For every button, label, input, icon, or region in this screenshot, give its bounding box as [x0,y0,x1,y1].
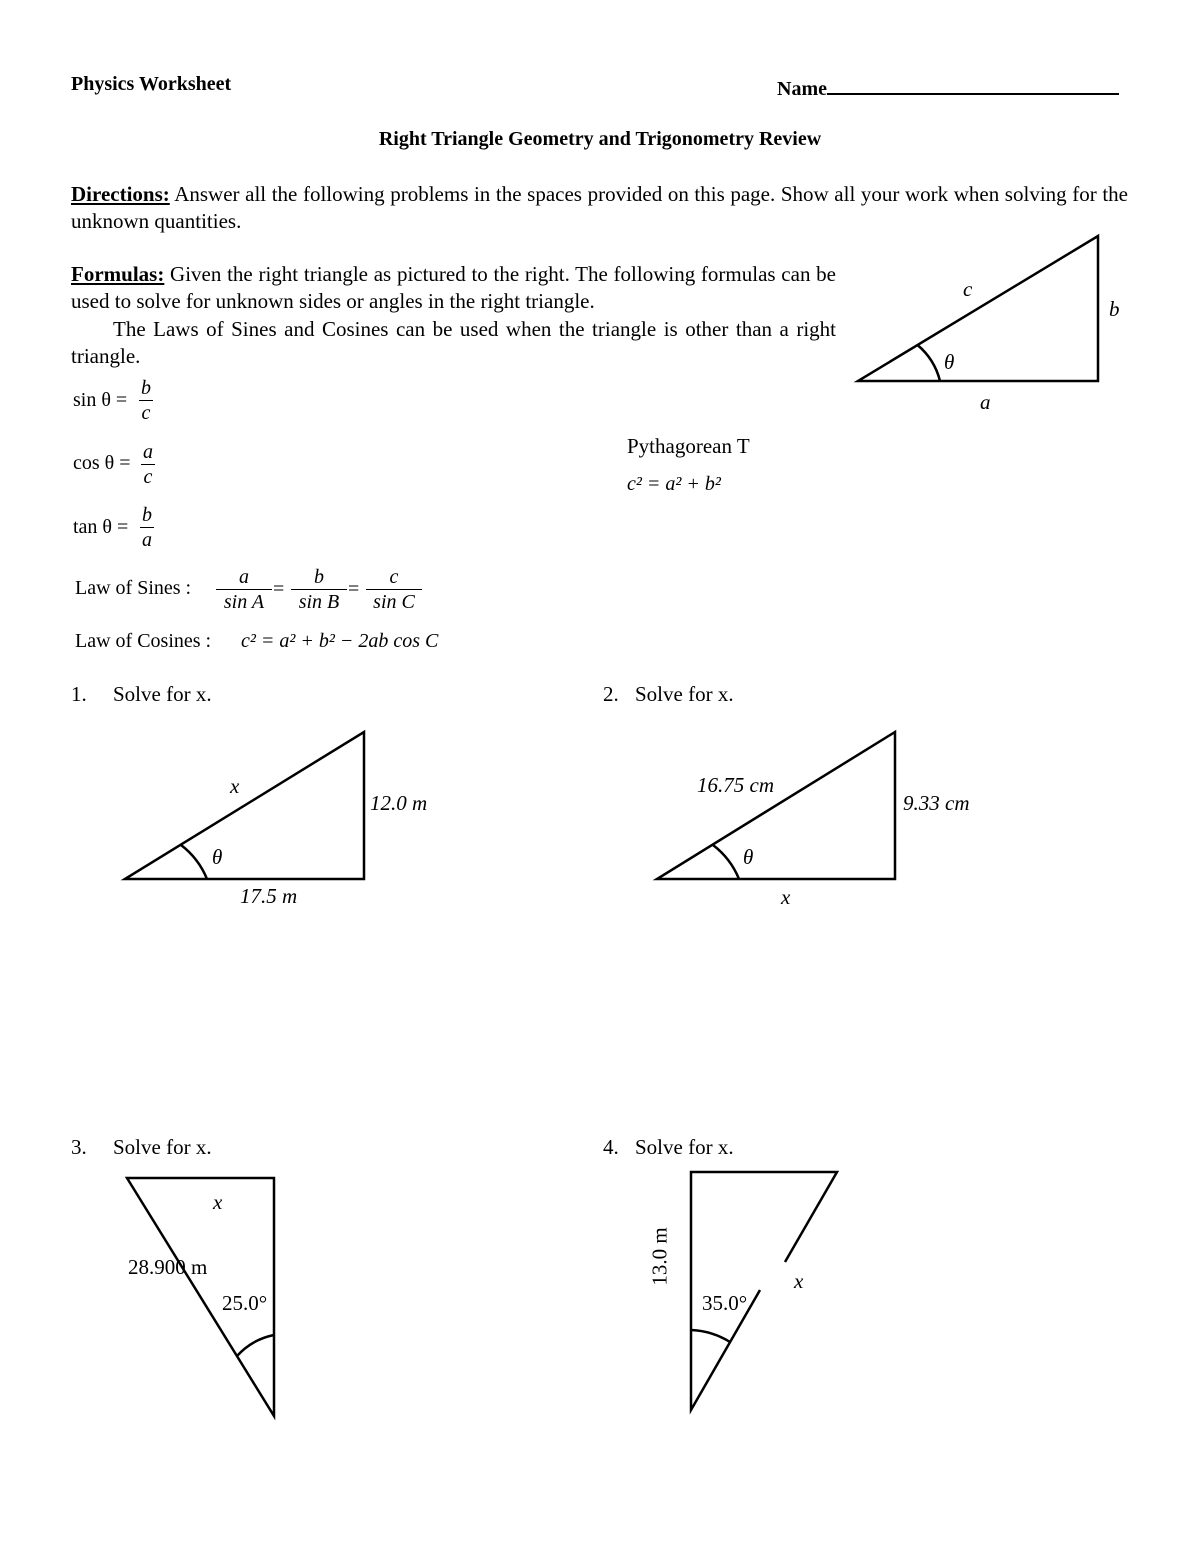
problem-4-number: 4. [603,1135,619,1159]
ref-label-c: c [963,277,973,301]
angle-arc-3 [237,1335,274,1356]
problem-2-hyp: 16.75 cm [697,773,774,797]
cos-num: a [143,441,153,463]
problem-4-prompt: Solve for x. [635,1135,734,1159]
problem-3-prompt: Solve for x. [113,1135,212,1159]
sin-lhs: sin θ = [73,389,128,411]
law-of-cosines-label: Law of Cosines : [75,630,212,652]
sines-frac-a: $\frac{a}{\text{sin A}}$ [216,565,272,614]
problem-1-angle: θ [212,845,223,869]
sines-frac-c: $\frac{c}{\text{sin C}}$ [366,565,422,614]
sines-frac-b: $\frac{b}{\text{sin B}}$ [291,565,347,614]
problem-2-prompt: Solve for x. [635,682,734,706]
sin-den: c [139,400,153,425]
reference-triangle [858,236,1098,381]
sines-eq-2: = [348,578,360,600]
problem-1-adj: 17.5 m [240,884,298,908]
problem-2-adj: x [781,885,791,909]
tan-fraction [140,503,154,552]
angle-arc-1 [181,845,207,879]
problem-1-hyp: x [230,774,240,798]
triangle-1 [125,732,364,879]
problem-4-hyp: x [794,1269,804,1293]
problem-3-side-x: x [213,1190,223,1214]
problem-2-opp: 9.33 cm [903,791,970,815]
ref-label-b: b [1109,297,1120,321]
cos-lhs: cos θ = [73,452,131,474]
formulas-label: Formulas: [71,262,165,286]
problem-3-angle: 25.0° [222,1291,268,1315]
sines-eq-1: = [273,578,285,600]
cos-den: c [141,464,155,489]
tan-den: a [142,529,152,551]
law-of-cosines-formula: c² = a² + b² − 2ab cos C [241,630,439,652]
ref-label-theta: θ [944,350,955,374]
problem-4-angle: 35.0° [702,1291,748,1315]
problem-1-number: 1. [71,682,87,706]
page-title: Right Triangle Geometry and Trigonometry Review [378,128,822,150]
cos-fraction [141,440,155,489]
formulas-text: Given the right triangle as pictured to the right. The following formulas can be used to solve for unknown sides or angles in the right triangle. [71,262,836,313]
problem-1-opp: 12.0 m [370,791,428,815]
sin-num: b [141,377,151,399]
name-label: Name [777,78,827,100]
formulas-laws-note: The Laws of Sines and Cosines can be used when the triangle is other than a right triangle. [71,317,836,368]
problem-2-angle: θ [743,845,754,869]
pythagorean-label: Pythagorean T [627,434,750,458]
reference-angle-arc [918,345,941,381]
angle-arc-2 [713,845,739,879]
directions-text: Answer all the following problems in the spaces provided on this page. Show all your work when solving for the unknown quantities. [71,182,1128,233]
angle-arc-4 [691,1330,730,1342]
problem-3-number: 3. [71,1135,87,1159]
ref-label-a: a [980,390,991,414]
problem-4-side: 13.0 m [647,1227,672,1286]
course-title: Physics Worksheet [71,73,232,95]
problem-3-hyp: 28.900 m [128,1255,208,1279]
problem-2-number: 2. [603,682,619,706]
pythagorean-formula: c² = a² + b² [627,473,721,495]
sin-fraction [139,376,153,425]
triangle-2 [657,732,895,879]
problem-1-prompt: Solve for x. [113,682,212,706]
tan-lhs: tan θ = [73,516,129,538]
law-of-sines-label: Law of Sines : [75,577,192,599]
directions-label: Directions: [71,182,170,206]
tan-num: b [142,504,152,526]
